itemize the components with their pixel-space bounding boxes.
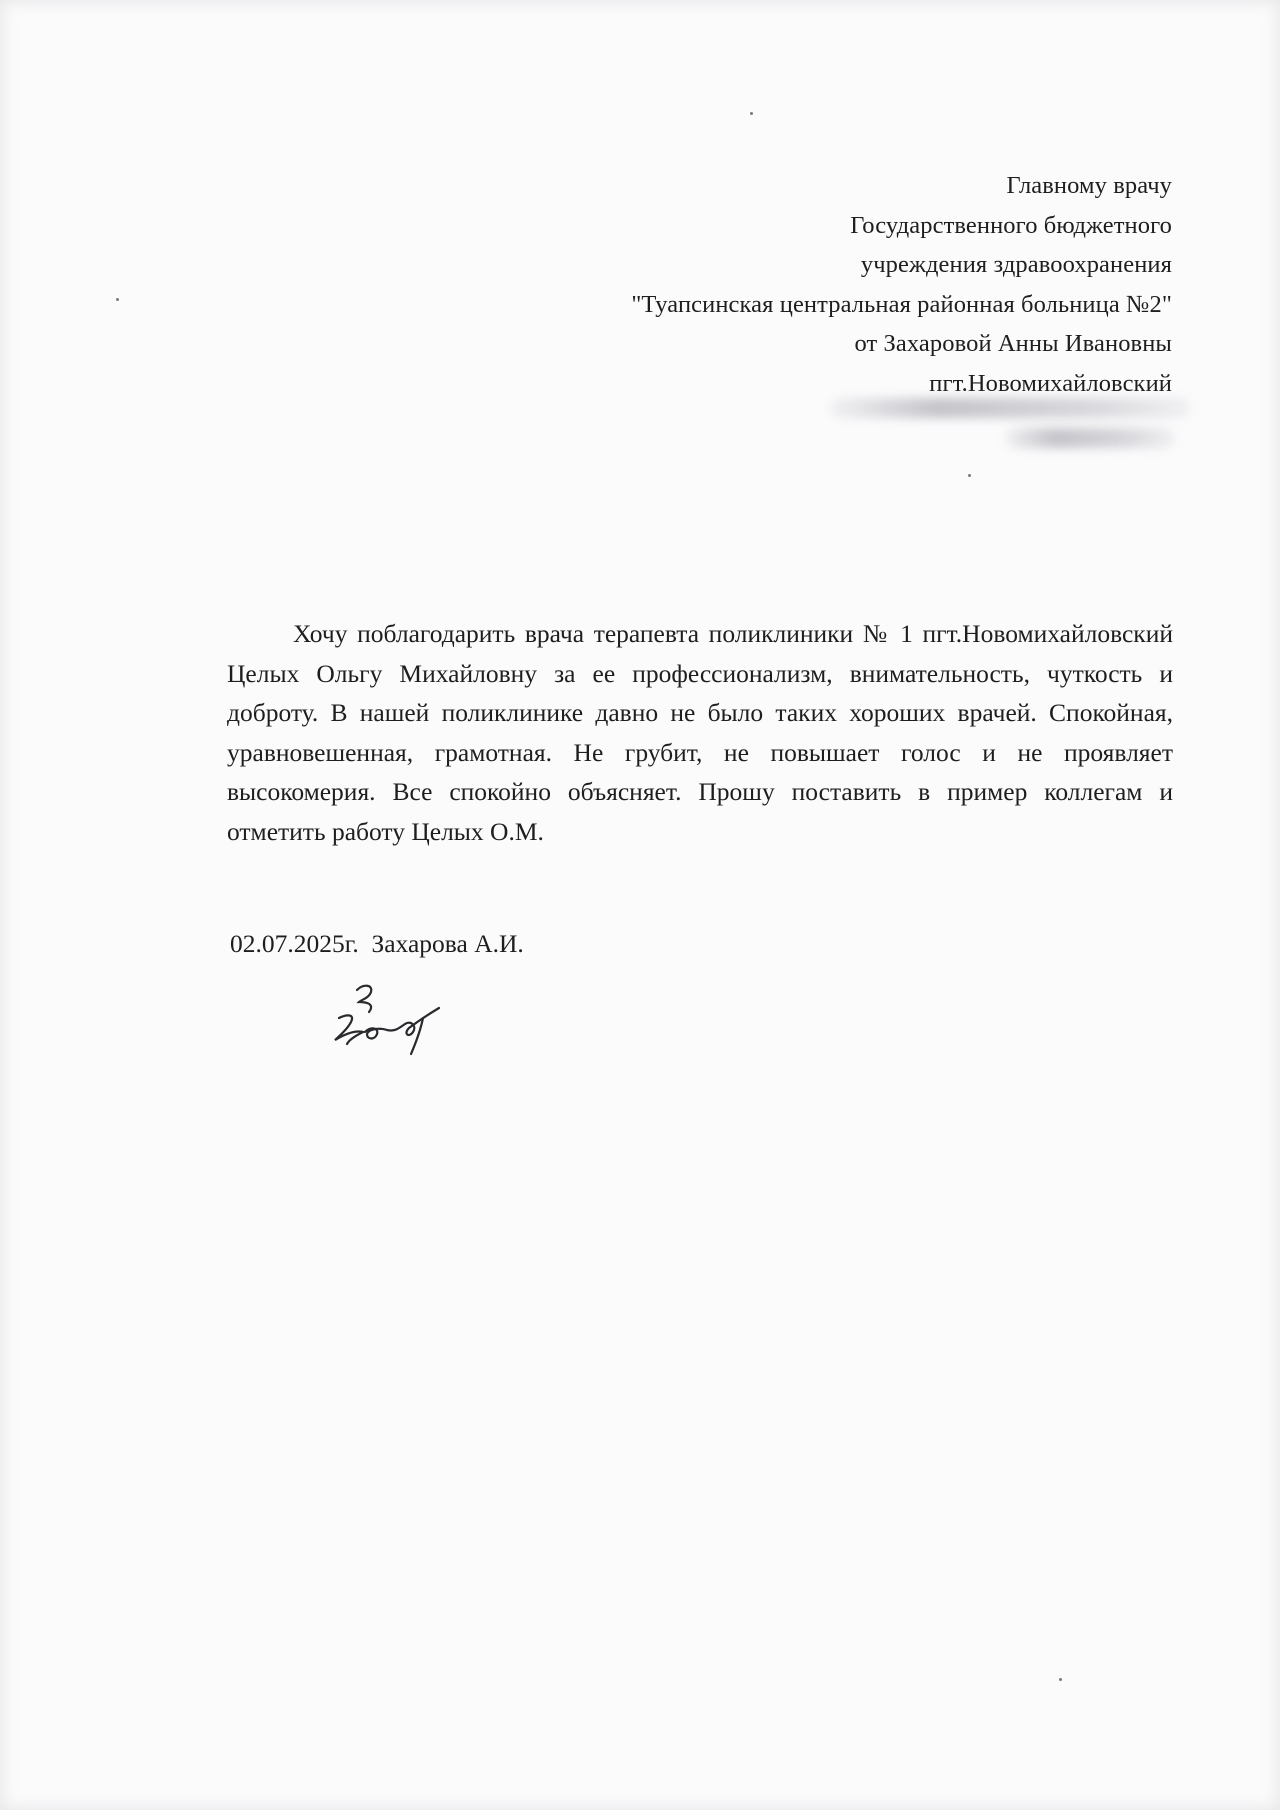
addressee-line: "Туапсинская центральная районная больница №2" [631,290,1172,318]
scan-speck [968,474,971,477]
addressee-line: Главному врачу [1006,172,1172,199]
addressee-line: Государственного бюджетного [850,211,1172,239]
addressee-line: пгт.Новомихайловский [929,369,1172,397]
letter-body: Хочу поблагодарить врача терапевта поликлиники № 1 пгт.Новомихайловский Целых Ольгу Михайловну за ее профессионализм, внимательность, чуткость и доброту. В нашей поликлинике давно не было таких хороших врачей. Спокойная, уравновешенная, грамотная. Не грубит, не повышает голос и не проявляет высокомерия. Все спокойно объясняет. Прошу поставить в пример коллегам и отметить работу Целых О.М. [227,619,1173,846]
scan-speck [1059,1678,1062,1681]
addressee-line: от Захаровой Анны Ивановны [854,330,1172,357]
addressee-line: учреждения здравоохранения [860,251,1172,278]
addressee-block [631,166,1172,403]
redacted-phone-line [1005,428,1175,448]
scan-speck [750,112,753,115]
redacted-address-line [830,398,1190,418]
signer-name: Захарова А.И. [371,929,524,958]
handwritten-signature [325,970,455,1060]
letter-date: 02.07.2025г. [230,929,359,958]
date-and-name-line [230,924,524,963]
scan-speck [116,298,119,301]
